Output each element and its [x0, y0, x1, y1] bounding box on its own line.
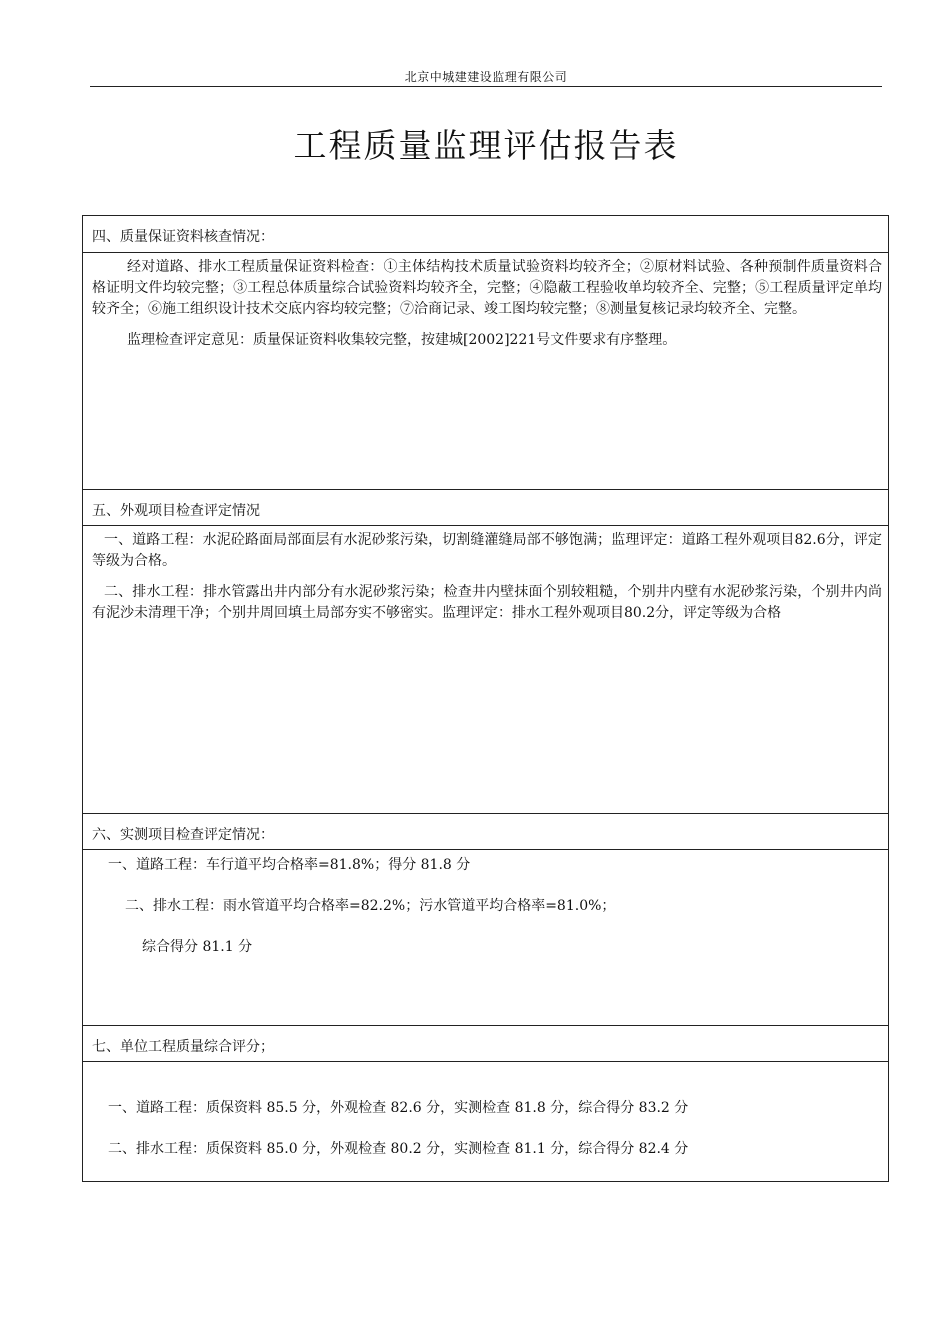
report-table: [82, 215, 889, 1182]
section6-heading: [83, 813, 888, 849]
section7-heading-text: 七、单位工程质量综合评分；: [92, 1039, 274, 1055]
section5-body: [83, 525, 888, 813]
section4-body: [83, 252, 888, 489]
section5-para1: 一、道路工程：水泥砼路面局部面层有水泥砂浆污染，切割缝灌缝局部不够饱满；监理评定：道路工程外观项目82.6分，评定等级为合格。: [92, 532, 882, 569]
section5-para2: 二、排水工程：排水管露出井内部分有水泥砂浆污染；检查井内壁抹面个别较粗糙，个别井内壁有水泥砂浆污染，个别井内尚有泥沙未清理干净；个别井周回填土局部夯实不够密实。监理评定：排水工程外观项目80.2分，评定等级为合格: [92, 584, 882, 621]
section7-line2: 二、排水工程：质保资料 85.0 分，外观检查 80.2 分，实测检查 81.1 分，综合得分 82.4 分: [108, 1141, 689, 1157]
header-divider: [90, 86, 882, 87]
section6-line2: 二、排水工程：雨水管道平均合格率=82.2%；污水管道平均合格率=81.0%；: [125, 898, 616, 914]
company-name: 北京中城建建设监理有限公司: [404, 70, 568, 84]
section6-line3: 综合得分 81.1 分: [142, 939, 253, 955]
section7-line1: 一、道路工程：质保资料 85.5 分，外观检查 82.6 分，实测检查 81.8 分，综合得分 83.2 分: [108, 1100, 689, 1116]
section4-heading-text: 四、质量保证资料核查情况：: [92, 229, 274, 245]
section4-para1: 经对道路、排水工程质量保证资料检查：①主体结构技术质量试验资料均较齐全；②原材料试验、各种预制件质量资料合格证明文件均较完整；③工程总体质量综合试验资料均较齐全，完整；④隐蔽工程验收单均较齐全、完整；⑤工程质量评定单均较齐全；⑥施工组织设计技术交底内容均较完整；⑦洽商记录、竣工图均较完整；⑧测量复核记录均较齐全、完整。: [92, 259, 882, 317]
section4-para2: 监理检查评定意见：质量保证资料收集较完整，按建城[2002]221号文件要求有序整理。: [127, 332, 677, 348]
section6-line1: 一、道路工程：车行道平均合格率=81.8%；得分 81.8 分: [108, 857, 471, 873]
section5-heading: [83, 489, 888, 525]
section5-heading-text: 五、外观项目检查评定情况: [92, 503, 260, 519]
section4-heading: [83, 216, 888, 252]
section7-body: [83, 1061, 888, 1181]
section6-heading-text: 六、实测项目检查评定情况：: [92, 827, 274, 843]
section7-heading: [83, 1025, 888, 1061]
section6-body: [83, 849, 888, 1025]
report-title: 工程质量监理评估报告表: [293, 126, 679, 165]
